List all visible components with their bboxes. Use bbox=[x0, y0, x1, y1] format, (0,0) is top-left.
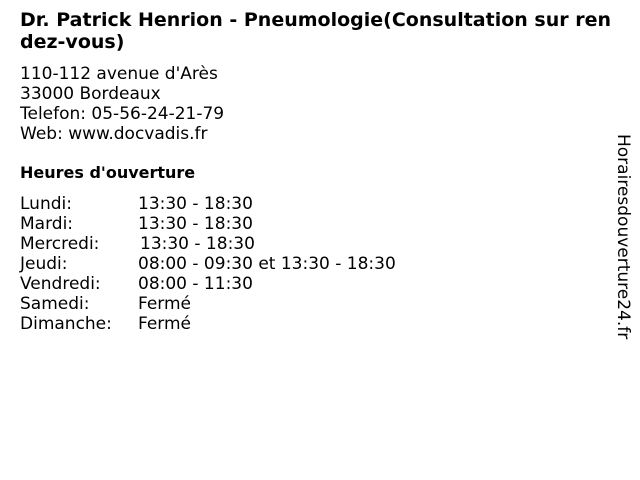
hours-row-sunday bbox=[20, 314, 396, 334]
time-range: 08:00 - 09:30 et 13:30 - 18:30 bbox=[138, 254, 396, 274]
time-range: 13:30 - 18:30 bbox=[138, 214, 253, 234]
watermark-container bbox=[612, 134, 634, 344]
opening-hours-table bbox=[20, 194, 396, 334]
time-range: 08:00 - 11:30 bbox=[138, 274, 253, 294]
city-postal-code: 33000 Bordeaux bbox=[20, 84, 161, 104]
hours-row-monday bbox=[20, 194, 396, 214]
day-label: Vendredi: bbox=[20, 274, 101, 294]
time-range: 13:30 - 18:30 bbox=[138, 194, 253, 214]
hours-row-saturday bbox=[20, 294, 396, 314]
page-title: Dr. Patrick Henrion - Pneumologie(Consultation sur rendez-vous) bbox=[20, 9, 612, 53]
day-label: Mardi: bbox=[20, 214, 74, 234]
day-label: Dimanche: bbox=[20, 314, 112, 334]
opening-hours-heading: Heures d'ouverture bbox=[20, 163, 196, 182]
website: Web: www.docvadis.fr bbox=[20, 124, 208, 144]
hours-row-thursday bbox=[20, 254, 396, 274]
phone-number: Telefon: 05-56-24-21-79 bbox=[20, 104, 225, 124]
hours-row-tuesday bbox=[20, 214, 396, 234]
hours-row-wednesday bbox=[20, 234, 396, 254]
day-label: Mercredi: bbox=[20, 234, 100, 254]
time-range: 13:30 - 18:30 bbox=[140, 234, 255, 254]
day-label: Samedi: bbox=[20, 294, 90, 314]
address-block bbox=[20, 64, 224, 144]
day-label: Lundi: bbox=[20, 194, 72, 214]
day-label: Jeudi: bbox=[20, 254, 68, 274]
street-address: 110-112 avenue d'Arès bbox=[20, 64, 218, 84]
time-range: Fermé bbox=[138, 314, 192, 334]
site-watermark: Horairesdouverture24.fr bbox=[613, 134, 633, 340]
time-range: Fermé bbox=[138, 294, 192, 314]
hours-row-friday bbox=[20, 274, 396, 294]
